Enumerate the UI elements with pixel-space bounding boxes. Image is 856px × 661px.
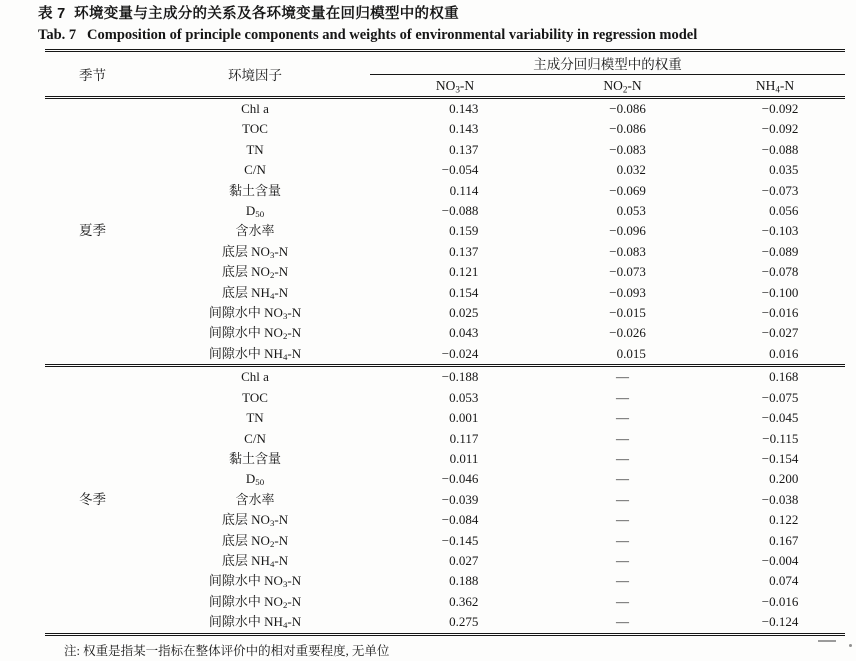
value-cell: −0.084 [441,512,479,528]
paper-table-page [0,6,856,659]
value-cell: −0.086 [609,101,646,116]
value-cell: 0.074 [769,573,799,589]
factor-cell: 底层 $NO_2-N$ [221,532,289,549]
value-cell: −0.089 [761,243,799,259]
value-cell: −0.073 [761,182,799,198]
table-row [45,510,845,530]
table-row [45,449,845,469]
value-cell: −0.038 [761,491,799,507]
value-cell: −0.124 [761,614,799,630]
table-row [45,531,845,551]
value-cell: −0.016 [761,593,799,609]
value-cell: −0.069 [609,182,646,198]
value-cell: — [615,552,629,568]
value-cell: −0.027 [761,325,799,341]
value-cell: 0.143 [449,121,479,137]
table-row [45,242,845,262]
value-cell: 0.362 [449,593,479,609]
value-cell: −0.092 [761,121,799,137]
value-cell: 0.137 [449,141,479,157]
value-cell: 0.053 [616,203,646,219]
value-cell: 0.143 [449,101,479,116]
factor-cell: 间隙水中 $NO_3-N$ [208,573,302,590]
value-cell: — [615,614,629,630]
col-header-no2n: $NO_2-N$ [603,77,642,94]
value-cell: 0.122 [769,512,799,528]
table-row [45,140,845,160]
value-cell: −0.016 [761,305,799,321]
value-cell: −0.103 [761,223,799,239]
table-title-english: Tab. 7 Composition of principle components and weights of environmental variability in regression model [38,27,698,43]
header-row-top [45,51,845,75]
value-cell: — [615,369,629,385]
table-row [45,303,845,323]
value-cell: −0.039 [441,491,479,507]
value-cell: −0.092 [761,101,799,116]
value-cell: −0.154 [761,450,799,466]
value-cell: −0.088 [761,141,799,157]
value-cell: — [615,512,629,528]
value-cell: 0.188 [449,573,479,589]
col-header-factor: 环境因子 [228,68,282,83]
value-cell: — [615,430,629,446]
factor-cell: 间隙水中 $NO_3-N$ [208,305,302,322]
table-row [45,469,845,489]
value-cell: 0.035 [769,162,799,178]
table-row [45,323,845,343]
factor-cell: 间隙水中 $NH_4-N$ [208,345,302,363]
factor-cell: Chl a [241,369,269,385]
factor-cell: 底层 $NO_2-N$ [221,264,289,281]
value-cell: 0.015 [616,345,646,361]
value-cell: −0.145 [441,532,479,548]
value-cell: 0.159 [449,223,479,239]
table-row [45,429,845,449]
col-header-nh4n: $NH_4-N$ [755,77,795,94]
col-header-season: 季节 [79,68,106,83]
data-table [45,49,845,636]
table-row [45,571,845,591]
col-header-no3n: $NO_3-N$ [435,77,475,94]
factor-cell: 底层 $NO_3-N$ [221,243,289,261]
table-row [45,592,845,612]
value-cell: −0.075 [761,389,799,405]
factor-cell: 含水率 [235,223,275,239]
value-cell: −0.083 [609,141,646,157]
table-footnote: 注: 权重是指某一指标在整体评价中的相对重要程度, 无单位 [64,643,390,658]
table-header [45,51,845,98]
value-cell: 0.167 [769,532,799,548]
value-cell: — [615,532,629,548]
value-cell: 0.114 [449,182,479,198]
value-cell: 0.117 [449,430,479,446]
factor-cell: 底层 $NH_4-N$ [221,552,289,570]
table-row [45,283,845,303]
factor-cell: TN [246,141,264,157]
table-section [45,98,845,366]
value-cell: −0.073 [609,264,646,280]
table-row [45,366,845,388]
value-cell: 0.053 [449,389,479,405]
factor-cell: 黏土含量 [228,450,281,466]
table-row [45,262,845,282]
value-cell: 0.137 [449,243,479,259]
value-cell: 0.275 [449,614,479,630]
value-cell: 0.001 [449,410,479,426]
factor-cell: $D_{50}$ [245,203,265,220]
table-row [45,612,845,634]
value-cell: −0.046 [441,471,479,487]
factor-cell: 间隙水中 $NH_4-N$ [208,614,302,631]
factor-cell: 间隙水中 $NO_2-N$ [208,325,302,342]
table-row [45,490,845,510]
value-cell: 0.043 [449,325,479,341]
value-cell: 0.016 [769,345,799,361]
value-cell: — [615,389,629,405]
value-cell: 0.200 [769,471,799,487]
factor-cell: 间隙水中 $NO_2-N$ [208,593,302,610]
season-cell: 夏季 [79,223,106,239]
table-row [45,388,845,408]
value-cell: −0.093 [609,284,646,300]
factor-cell: Chl a [241,101,269,116]
value-cell: −0.015 [609,305,646,321]
value-cell: 0.154 [449,284,479,300]
value-cell: −0.083 [609,243,646,259]
factor-cell: TN [246,410,264,426]
value-cell: −0.024 [441,345,479,361]
season-cell: 冬季 [79,491,106,507]
value-cell: 0.121 [449,264,479,280]
value-cell: 0.027 [449,552,479,568]
value-cell: — [615,491,629,507]
table-section [45,366,845,634]
value-cell: 0.056 [769,203,799,219]
value-cell: 0.168 [769,369,799,385]
table-row [45,344,845,366]
value-cell: −0.088 [441,203,479,219]
scan-artifact-dot [849,644,852,647]
table-title-chinese: 表 7 环境变量与主成分的关系及各环境变量在回归模型中的权重 [38,6,459,22]
value-cell: −0.026 [609,325,646,341]
value-cell: −0.078 [761,264,799,280]
value-cell: — [615,573,629,589]
table-row [45,181,845,201]
table-row [45,408,845,428]
factor-cell: TOC [242,121,268,137]
factor-cell: 黏土含量 [228,182,281,198]
col-header-weights-spanner: 主成分回归模型中的权重 [370,51,845,75]
value-cell: −0.100 [761,284,799,300]
factor-cell: 底层 $NO_3-N$ [221,512,289,529]
value-cell: 0.025 [449,305,479,321]
table-row [45,551,845,571]
value-cell: −0.096 [609,223,646,239]
factor-cell: TOC [242,389,268,405]
factor-cell: C/N [244,162,266,178]
table-row [45,119,845,139]
value-cell: −0.054 [441,162,479,178]
table-row [45,201,845,221]
value-cell: −0.115 [762,430,799,446]
table-row [45,221,845,241]
value-cell: 0.011 [449,450,479,466]
table-row [45,98,845,120]
scan-artifact-dash [818,640,836,642]
value-cell: −0.086 [609,121,646,137]
factor-cell: C/N [244,430,266,446]
value-cell: — [615,450,629,466]
value-cell: −0.188 [441,369,479,385]
factor-cell: $D_{50}$ [245,471,265,488]
value-cell: −0.004 [761,552,799,568]
value-cell: — [615,593,629,609]
value-cell: −0.045 [761,410,799,426]
factor-cell: 底层 $NH_4-N$ [221,284,289,301]
value-cell: — [615,471,629,487]
table-row [45,160,845,180]
factor-cell: 含水率 [235,491,275,507]
value-cell: 0.032 [616,162,646,178]
value-cell: — [615,410,629,426]
